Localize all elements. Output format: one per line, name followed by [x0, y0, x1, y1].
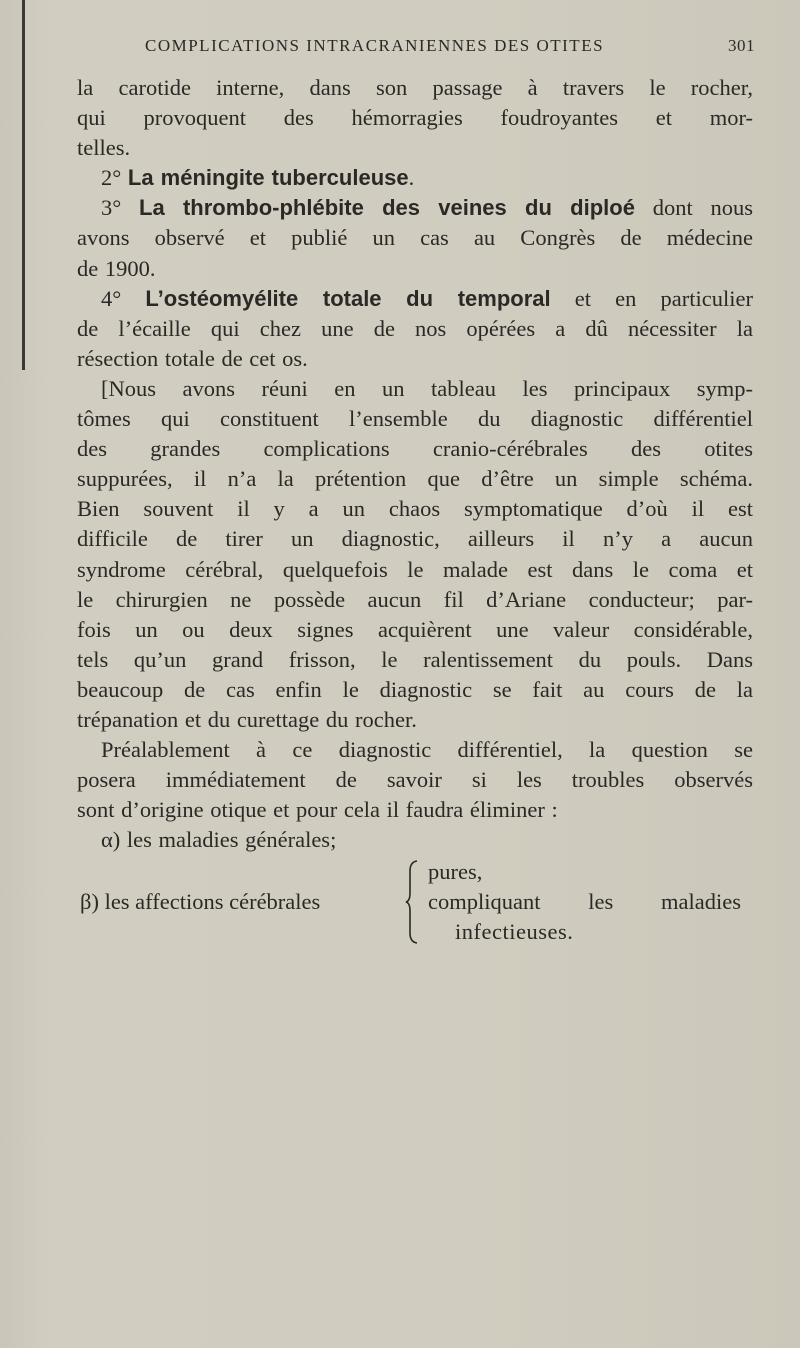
differential-schema [77, 857, 753, 949]
text-line: le chirurgien ne possède aucun fil d’Ariane conducteur; par- [77, 586, 753, 612]
text-line: suppurées, il n’a la prétention que d’être un simple schéma. [77, 466, 753, 492]
list-item-3 [77, 193, 753, 223]
text-line: qui provoquent des hémorragies foudroyantes et mor- [77, 105, 753, 131]
body-text [77, 73, 753, 949]
text-line: Préalablement à ce diagnostic différentiel, la question se [101, 737, 753, 763]
text-line: [Nous avons réuni en un tableau les principaux symp- [101, 375, 753, 401]
schema-option: pures, [428, 859, 483, 885]
text-line: sont d’origine otique et pour cela il faudra éliminer : [77, 797, 558, 823]
binding-shadow [22, 0, 25, 370]
text-line: posera immédiatement de savoir si les troubles observés [77, 767, 753, 793]
text-line: Bien souvent il y a un chaos symptomatique d’où il est [77, 496, 753, 522]
text-line: telles. [77, 135, 131, 161]
schema-option: compliquant les maladies [428, 889, 741, 915]
text-line: des grandes complications cranio-cérébrales des otites [77, 436, 753, 462]
text-line: fois un ou deux signes acquièrent une valeur considérable, [77, 616, 753, 642]
item-text: et en particulier [550, 285, 753, 311]
curly-brace-icon [405, 859, 419, 945]
text-line: beaucoup de cas enfin le diagnostic se fait au cours de la [77, 676, 753, 702]
list-item-2 [77, 163, 753, 193]
item-title: L’ostéomyélite totale du temporal [145, 285, 551, 311]
item-number: 3° [101, 195, 122, 221]
schema-option: infectieuses. [455, 919, 574, 945]
text-line: de l’écaille qui chez une de nos opérées a dû nécessiter la [77, 315, 753, 341]
text-line: trépanation et du curettage du rocher. [77, 706, 417, 732]
list-item-4 [77, 284, 753, 314]
item-number: 4° [101, 285, 122, 311]
text-line: difficile de tirer un diagnostic, ailleurs il n’y a aucun [77, 526, 753, 552]
text-line: syndrome cérébral, quelquefois le malade est dans le coma et [77, 556, 753, 582]
text-line: tels qu’un grand frisson, le ralentissement du pouls. Dans [77, 646, 753, 672]
item-number: 2° [101, 165, 122, 191]
text-line: résection totale de cet os. [77, 345, 308, 371]
text-line: de 1900. [77, 255, 156, 281]
list-item-alpha: α) les maladies générales; [101, 827, 337, 853]
running-title: COMPLICATIONS INTRACRANIENNES DES OTITES [145, 36, 605, 55]
text-line: la carotide interne, dans son passage à travers le rocher, [77, 75, 753, 100]
item-title: La méningite tuberculeuse [127, 165, 409, 191]
text-line: tômes qui constituent l’ensemble du diagnostic différentiel [77, 406, 753, 432]
list-item-beta: β) les affections cérébrales [80, 889, 321, 915]
text-line: avons observé et publié un cas au Congrès de médecine [77, 225, 753, 251]
page-number: 301 [728, 36, 755, 55]
item-title: La thrombo-phlébite des veines du diploé [139, 195, 635, 221]
item-end: . [408, 165, 415, 191]
item-text: dont nous [634, 195, 754, 221]
page-header [145, 36, 755, 60]
